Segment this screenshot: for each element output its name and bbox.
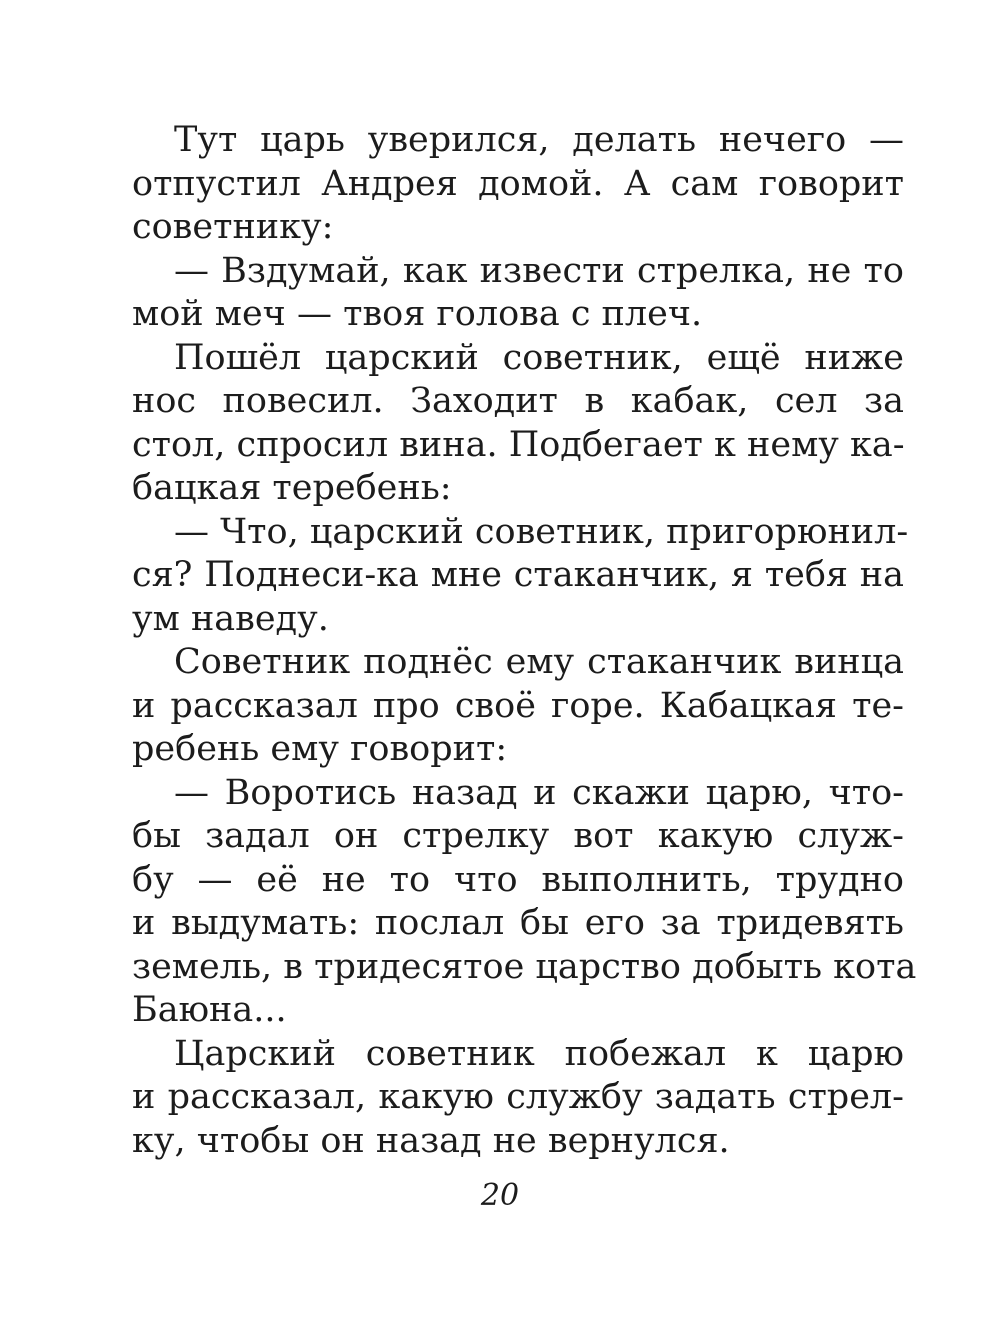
text-line: нос повесил. Заходит в кабак, сел за xyxy=(132,381,904,421)
text-line: Царский советник побежал к царю xyxy=(174,1033,904,1074)
text-line: Пошёл царский советник, ещё ниже xyxy=(174,337,904,378)
text-line: и рассказал про своё горе. Кабацкая те- xyxy=(132,685,904,726)
text-line: бацкая теребень: xyxy=(132,468,452,508)
paragraph xyxy=(132,1033,904,1164)
page-number: 20 xyxy=(480,1178,520,1213)
paragraph xyxy=(132,250,904,337)
text-line: ребень ему говорит: xyxy=(132,729,508,769)
text-line: — Вздумай, как извести стрелка, не то xyxy=(174,250,904,291)
text-line: земель, в тридесятое царство добыть кота xyxy=(132,946,917,987)
body-text xyxy=(132,119,917,1163)
text-line: — Что, царский советник, пригорюнил- xyxy=(174,511,909,552)
text-line: и рассказал, какую службу задать стрел- xyxy=(132,1077,904,1117)
text-line: — Воротись назад и скажи царю, что- xyxy=(174,772,904,813)
text-line: мой меч — твоя голова с плеч. xyxy=(132,294,703,334)
paragraph xyxy=(132,772,917,1033)
text-line: ку, чтобы он назад не вернулся. xyxy=(132,1120,730,1161)
paragraph xyxy=(132,641,904,772)
text-line: бу — её не то что выполнить, трудно xyxy=(132,859,904,900)
text-line: отпустил Андрея домой. А сам говорит xyxy=(132,163,904,204)
text-line: ум наведу. xyxy=(132,598,329,639)
text-line: бы задал он стрелку вот какую служ- xyxy=(132,816,904,856)
text-line: ся? Поднеси-ка мне стаканчик, я тебя на xyxy=(132,555,904,595)
text-line: и выдумать: послал бы его за тридевять xyxy=(132,903,904,943)
text-line: стол, спросил вина. Подбегает к нему ка- xyxy=(132,424,905,465)
paragraph xyxy=(132,119,904,250)
text-line: Баюна... xyxy=(132,990,287,1030)
text-line: советнику: xyxy=(132,207,334,247)
paragraph xyxy=(132,337,904,511)
text-line: Советник поднёс ему стаканчик винца xyxy=(174,642,904,682)
text-line: Тут царь уверился, делать нечего — xyxy=(174,120,904,160)
paragraph xyxy=(132,511,909,642)
